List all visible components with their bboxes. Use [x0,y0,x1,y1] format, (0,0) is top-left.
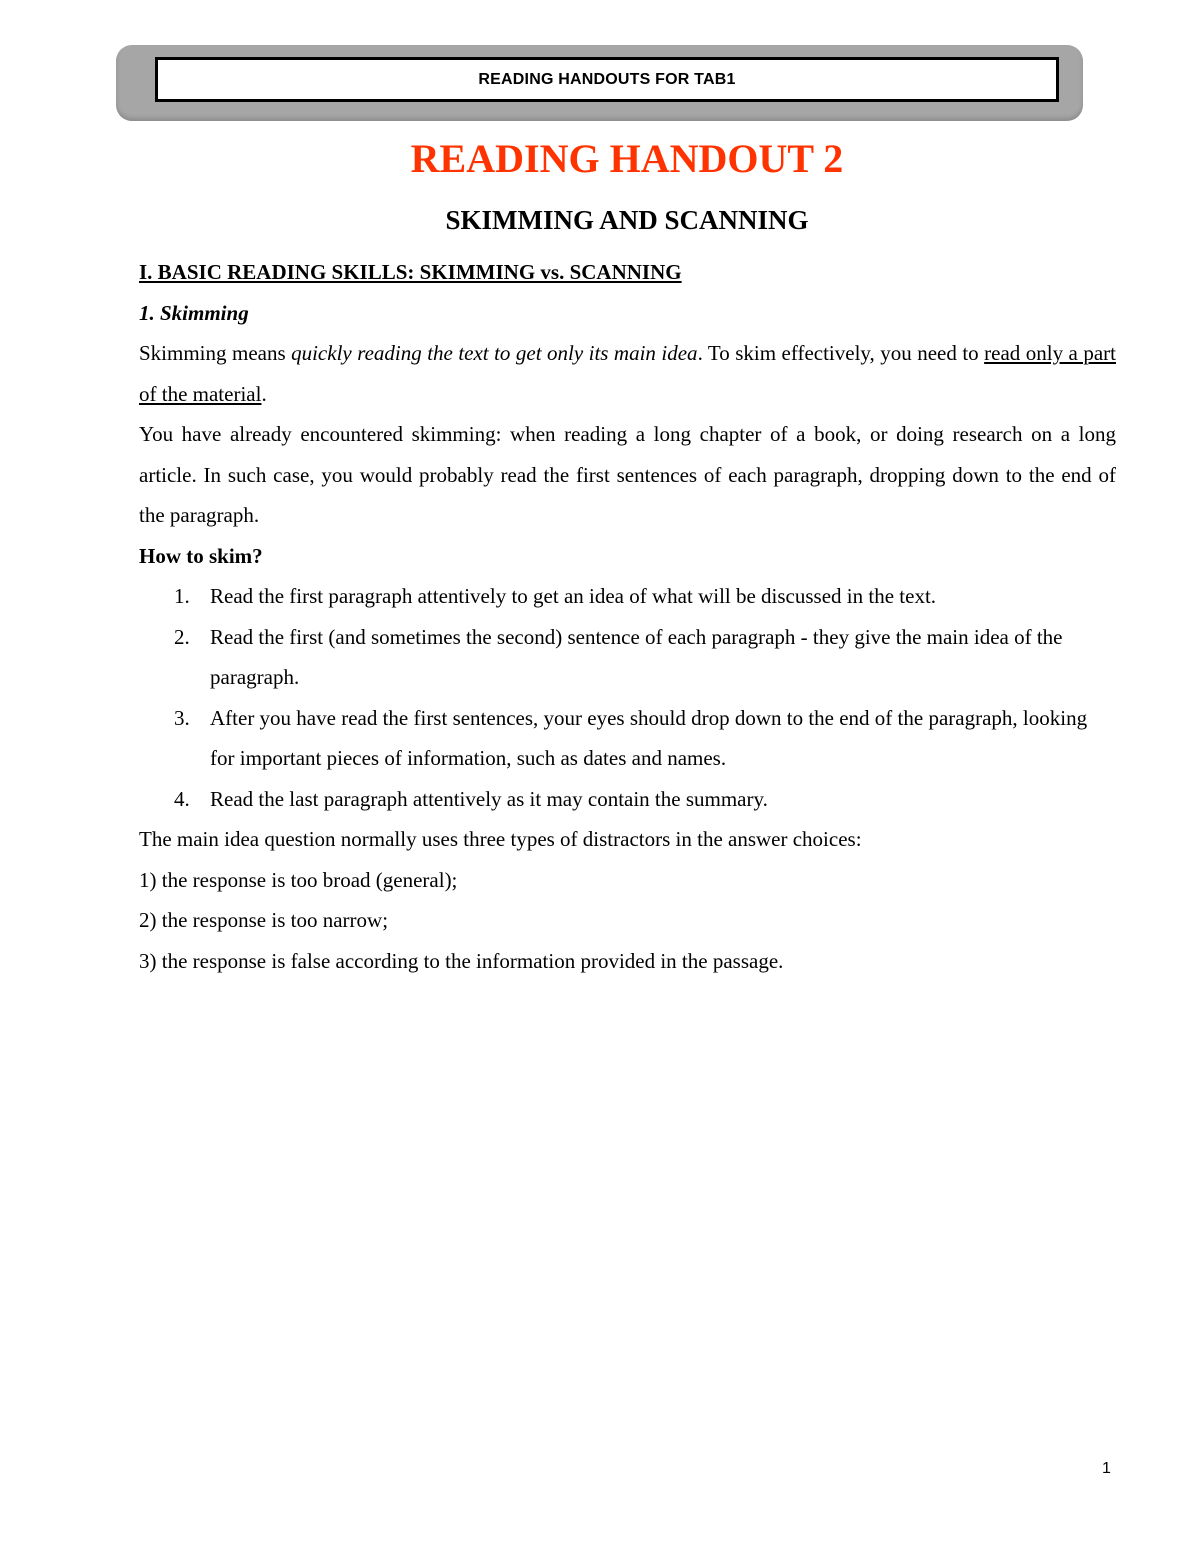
distractor-item: 1) the response is too broad (general); [139,867,458,892]
list-item [139,779,1116,820]
skimming-heading: 1. Skimming [139,300,249,325]
step-number: 3. [174,705,190,730]
definition-emphasis: quickly reading the text to get only its main idea [291,341,698,365]
skimming-example-paragraph: You have already encountered skimming: when reading a long chapter of a book, or doing research on a long article. In such case, you would probably read the first sentences of each paragraph, dropping down to the end of the paragraph. [139,422,1116,527]
document-body [139,252,1116,981]
step-number: 2. [174,624,190,649]
definition-underlined: read only a part of the material [139,341,1116,406]
definition-text-start: Skimming means [139,341,292,365]
distractor-item: 3) the response is false according to the information provided in the passage. [139,948,784,973]
distractor-item: 2) the response is too narrow; [139,908,389,932]
page-subtitle: SKIMMING AND SCANNING [445,205,809,235]
step-number: 1. [174,584,190,608]
distractors-intro: The main idea question normally uses three types of distractors in the answer choices: [139,827,862,851]
how-to-skim-heading: How to skim? [139,543,263,568]
header-label: READING HANDOUTS FOR TAB1 [155,57,1059,102]
definition-text-end: . [261,381,267,406]
step-text: After you have read the first sentences, your eyes should drop down to the end of the paragraph, looking for important pieces of information, such as dates and names. [210,705,1088,770]
definition-text-middle: . To skim effectively, you need to [697,341,985,365]
skim-steps-list [139,576,1116,819]
step-text: Read the last paragraph attentively as it may contain the summary. [210,786,768,811]
page-title: READING HANDOUT 2 [410,136,844,181]
page-number: 1 [1102,1460,1111,1477]
skimming-definition-paragraph [139,333,1116,414]
list-item [139,698,1116,779]
step-text: Read the first paragraph attentively to get an idea of what will be discussed in the text. [210,584,937,608]
step-number: 4. [174,786,190,811]
list-item [139,617,1116,698]
list-item [139,576,1116,617]
step-text: Read the first (and sometimes the second) sentence of each paragraph - they give the main idea of the paragraph. [210,624,1063,689]
section-heading: I. BASIC READING SKILLS: SKIMMING vs. SCANNING [139,260,682,284]
